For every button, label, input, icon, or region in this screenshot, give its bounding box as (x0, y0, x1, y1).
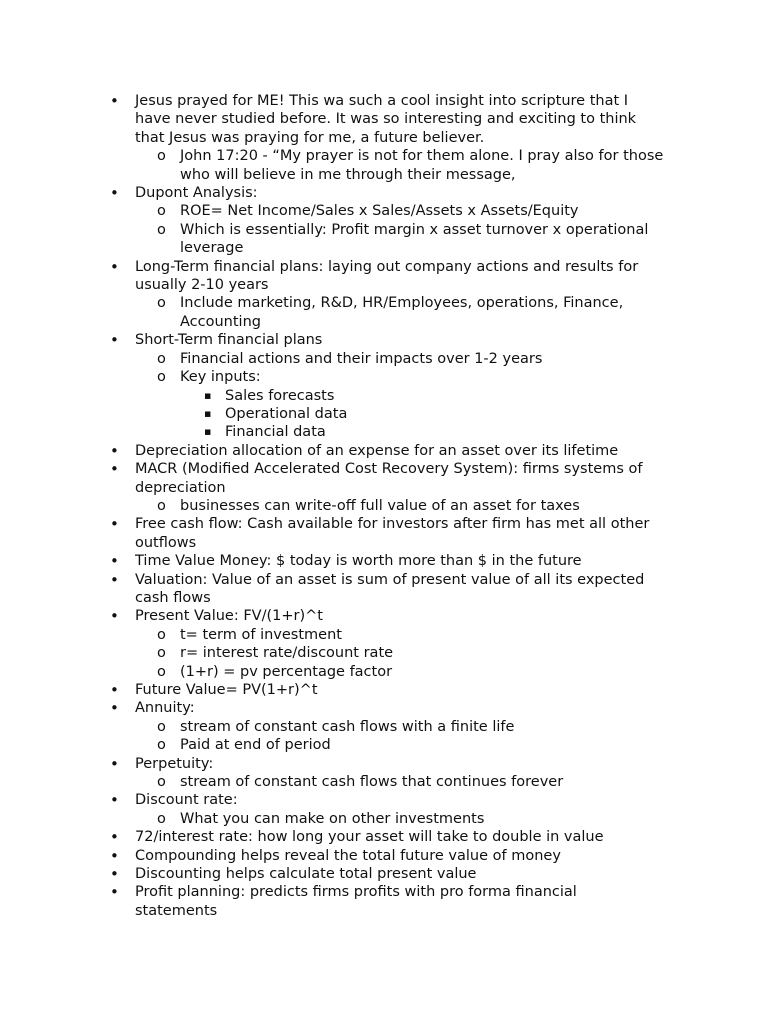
list-item (110, 736, 675, 754)
list-item (110, 184, 675, 202)
list-item-text: Key inputs: (180, 369, 261, 386)
list-item-text: stream of constant cash flows that continues forever (180, 774, 564, 791)
bullet-list (110, 92, 675, 920)
list-item-text: Discounting helps calculate total present value (135, 866, 477, 883)
list-item-text: Financial data (225, 424, 326, 441)
list-item-text: Dupont Analysis: (135, 185, 258, 202)
bullet-marker: • (110, 184, 119, 203)
square-bullet-marker: ▪ (204, 388, 212, 402)
list-item-text: Which is essentially: Profit margin x asset turnover x operational leverage (180, 221, 649, 257)
list-item-text: Operational data (225, 405, 348, 422)
list-item (110, 883, 675, 920)
sub-bullet-marker: o (157, 203, 166, 220)
list-item (110, 847, 675, 865)
list-item-text: Short-Term financial plans (135, 332, 323, 349)
bullet-marker: • (110, 828, 119, 847)
sub-bullet-marker: o (157, 645, 166, 662)
list-item (110, 387, 675, 405)
list-item (110, 755, 675, 773)
sub-bullet-marker: o (157, 148, 166, 165)
bullet-marker: • (110, 883, 119, 902)
list-item (110, 405, 675, 423)
list-item (110, 368, 675, 386)
list-item (110, 810, 675, 828)
bullet-marker: • (110, 754, 119, 773)
list-item-text: Future Value= PV(1+r)^t (135, 682, 318, 698)
list-item (110, 644, 675, 662)
bullet-marker: • (110, 92, 119, 110)
list-item (110, 350, 675, 368)
list-item-text: stream of constant cash flows with a finite life (180, 718, 515, 735)
sub-bullet-marker: o (157, 810, 166, 827)
list-item (110, 773, 675, 791)
list-item (110, 258, 675, 295)
list-item (110, 423, 675, 441)
sub-bullet-marker: o (157, 221, 166, 238)
list-item-text: businesses can write-off full value of an asset for taxes (180, 497, 580, 514)
list-item-text: Sales forecasts (225, 387, 335, 404)
list-item-text: r= interest rate/discount rate (180, 645, 394, 662)
list-item-text: Free cash flow: Cash available for investors after firm has met all other outflows (135, 516, 650, 551)
bullet-marker: • (110, 846, 119, 865)
list-item (110, 663, 675, 681)
list-item-text: Paid at end of period (180, 737, 331, 754)
list-item (110, 92, 675, 147)
list-item-text: 72/interest rate: how long your asset will take to double in value (135, 829, 604, 846)
bullet-marker: • (110, 681, 119, 699)
list-item (110, 497, 675, 515)
list-item (110, 331, 675, 349)
list-item (110, 699, 675, 717)
sub-bullet-marker: o (157, 718, 166, 735)
list-item (110, 515, 675, 552)
sub-bullet-marker: o (157, 737, 166, 754)
list-item (110, 442, 675, 460)
list-item-text: Profit planning: predicts firms profits with pro forma financial statements (135, 884, 577, 919)
list-item-text: Long-Term financial plans: laying out company actions and results for usually 2-10 years (135, 258, 639, 294)
list-item-text: Present Value: FV/(1+r)^t (135, 608, 323, 625)
list-item (110, 552, 675, 570)
bullet-marker: • (110, 515, 119, 534)
list-item-text: Include marketing, R&D, HR/Employees, operations, Finance, Accounting (180, 295, 624, 330)
list-item (110, 294, 675, 331)
list-item (110, 865, 675, 883)
sub-bullet-marker: o (157, 497, 166, 514)
bullet-marker: • (110, 865, 119, 884)
bullet-marker: • (110, 607, 119, 626)
square-bullet-marker: ▪ (204, 425, 212, 439)
list-item-text: Discount rate: (135, 792, 238, 809)
bullet-marker: • (110, 552, 119, 571)
list-item-text: t= term of investment (180, 626, 342, 643)
list-item (110, 202, 675, 220)
bullet-marker: • (110, 699, 119, 718)
list-item (110, 681, 675, 699)
list-item (110, 571, 675, 608)
list-item-text: ROE= Net Income/Sales x Sales/Assets x Assets/Equity (180, 203, 579, 220)
list-item-text: Annuity: (135, 700, 195, 717)
bullet-marker: • (110, 331, 119, 350)
bullet-marker: • (110, 441, 119, 460)
bullet-marker: • (110, 460, 119, 479)
list-item (110, 791, 675, 809)
list-item-text: Financial actions and their impacts over 1-2 years (180, 350, 543, 367)
list-item (110, 828, 675, 846)
sub-bullet-marker: o (157, 626, 166, 643)
list-item (110, 221, 675, 258)
sub-bullet-marker: o (157, 350, 166, 367)
list-item-text: (1+r) = pv percentage factor (180, 663, 393, 680)
list-item-text: John 17:20 - “My prayer is not for them alone. I pray also for those who will believe in me through their message, (180, 148, 664, 183)
bullet-marker: • (110, 257, 119, 276)
list-item-text: Compounding helps reveal the total future value of money (135, 847, 561, 864)
list-item-text: Time Value Money: $ today is worth more than $ in the future (135, 553, 582, 570)
sub-bullet-marker: o (157, 663, 166, 680)
sub-bullet-marker: o (157, 369, 166, 386)
list-item-text: MACR (Modified Accelerated Cost Recovery System): firms systems of depreciation (135, 461, 643, 496)
list-item (110, 460, 675, 497)
list-item-text: Depreciation allocation of an expense for an asset over its lifetime (135, 442, 619, 459)
list-item (110, 147, 675, 184)
square-bullet-marker: ▪ (204, 406, 212, 420)
bullet-marker: • (110, 791, 119, 810)
sub-bullet-marker: o (157, 774, 166, 791)
bullet-marker: • (110, 570, 119, 589)
list-item (110, 607, 675, 625)
list-item-text: Jesus prayed for ME! This wa such a cool insight into scripture that I have never studied before. It was so interesting and exciting to think that Jesus was praying for me, a future believer. (135, 93, 637, 146)
list-item-text: Valuation: Value of an asset is sum of present value of all its expected cash flows (135, 571, 645, 606)
list-item (110, 718, 675, 736)
list-item-text: What you can make on other investments (180, 810, 485, 827)
sub-bullet-marker: o (157, 295, 166, 312)
list-item (110, 626, 675, 644)
list-item-text: Perpetuity: (135, 755, 214, 772)
